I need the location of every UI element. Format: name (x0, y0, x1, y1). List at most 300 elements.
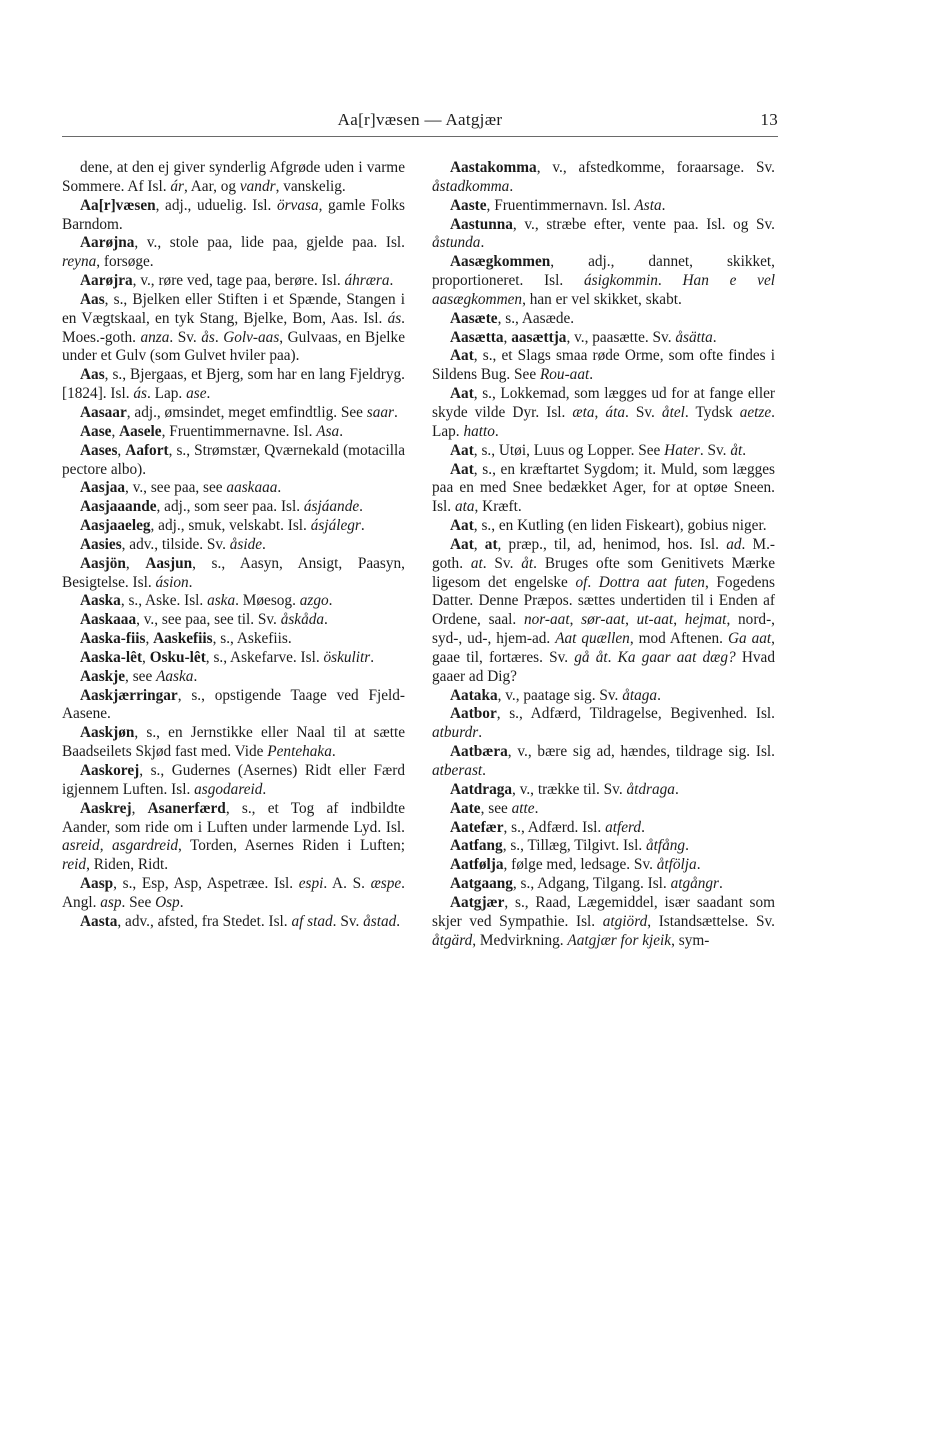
entry-text: . (324, 611, 328, 629)
entry-text: . A. S. (323, 875, 371, 893)
italic-term: aska (207, 592, 236, 610)
entry-text: . (509, 177, 514, 195)
dictionary-entry (432, 536, 775, 687)
italic-term: atgiörd (602, 912, 648, 930)
italic-term: of (575, 573, 588, 591)
italic-term: atgångr (670, 875, 720, 893)
page-header (62, 110, 778, 134)
entry-text: . (262, 780, 267, 798)
dictionary-entry (62, 687, 405, 725)
dictionary-entry (432, 329, 775, 348)
entry-text: , adj., smuk, velskabt. Isl. (150, 517, 311, 535)
italic-term: hatto (463, 422, 495, 440)
entry-text: , (125, 554, 146, 572)
italic-term: ás (387, 309, 402, 327)
entry-text: , nord-, syd-, ud-, hjem-ad. (432, 611, 775, 648)
entry-text: , adj., uduelig. Isl. (155, 196, 277, 214)
entry-text: , s., Adgang, Tilgang. Isl. (512, 875, 671, 893)
entry-text: . (494, 422, 499, 440)
entry-text: . (393, 403, 398, 421)
headword: Aaskjøn (80, 724, 135, 742)
italic-term: ásjálegr (310, 517, 361, 535)
italic-term: åstadkomma (432, 177, 510, 195)
entry-text: . (641, 818, 645, 836)
headword: Aa[r]væsen (80, 196, 156, 214)
entry-text: , s., Aasæde. (497, 309, 575, 327)
dictionary-entry (62, 517, 405, 536)
entry-text: . (277, 479, 282, 497)
entry-text: . See (121, 893, 156, 911)
entry-text: , forsøge. (96, 253, 154, 271)
headword: Aasætta (450, 328, 504, 346)
headword: Aasele (119, 422, 162, 440)
italic-term: åstunda (432, 234, 481, 252)
italic-term: ase (186, 385, 207, 403)
headword: Aatbor (450, 705, 497, 723)
italic-term: atte (511, 799, 535, 817)
headword: Aatfølja (450, 856, 504, 874)
headword: Aafort (125, 441, 169, 459)
entry-text: , (142, 648, 150, 666)
italic-term: atferd (605, 818, 642, 836)
dictionary-entry (432, 461, 775, 518)
headword: Aat (450, 385, 474, 403)
entry-text: , Istandsættelse. Sv. (647, 912, 775, 930)
italic-term: ár (170, 177, 184, 195)
headword: Aaste (450, 196, 487, 214)
italic-term: Ka gaar aat dæg? (617, 648, 736, 666)
entry-text: , s., Esp, Asp, Aspetræe. Isl. (113, 875, 299, 893)
entry-text: , s., en kræftartet Sygdom; it. Muld, som lægges paa en med Snee bedækket Ager, for at optøe Sneen. Isl. (432, 460, 775, 516)
entry-text: , sym- (671, 931, 710, 949)
entry-text: Hvad gaaer ad Dig? (432, 648, 775, 685)
entry-text: , Fogedens Datter. Denne Præpos. sættes undertiden til i Enden af Ordene, saal. (432, 573, 775, 629)
entry-text: , Medvirkning. (472, 931, 568, 949)
entry-text: . (587, 573, 599, 591)
entry-text: , gaae til, fortæres. Sv. (432, 630, 775, 666)
italic-term: vandr (239, 177, 276, 195)
dictionary-entry (432, 442, 775, 461)
entry-text: , (131, 799, 148, 817)
dictionary-entry (62, 479, 405, 498)
entry-text: . (360, 517, 365, 535)
entry-text: . Lap. (147, 385, 187, 403)
entry-text: . (589, 366, 594, 384)
italic-term: åside (229, 535, 263, 553)
italic-term: gå åt (574, 648, 608, 666)
entry-text: . Bruges ofte som Genitivets Mærke ligesom det engelske (432, 554, 775, 591)
running-title: Aa[r]væsen — Aatgjær (337, 110, 503, 129)
dictionary-entry (432, 743, 775, 781)
entry-text: . (206, 385, 211, 403)
italic-term: åskåda (280, 611, 325, 629)
italic-term: sør-aat (581, 611, 626, 629)
italic-term: åtdraga (626, 780, 675, 798)
entry-text: . Sv. (332, 912, 364, 930)
headword: Osku-lêt (149, 648, 206, 666)
entry-text: , s., Raad, Lægemiddel, især saadant som skjer ved Sympathie. Isl. (432, 893, 775, 930)
dictionary-entry (432, 875, 775, 894)
entry-text: . (214, 328, 224, 346)
entry-text: , v., røre ved, tage paa, berøre. Isl. (132, 272, 345, 290)
headword: Aases (80, 441, 118, 459)
italic-term: æspe (370, 875, 402, 893)
entry-text: , (473, 535, 485, 553)
italic-term: anza (140, 328, 170, 346)
entry-text: , v., paatage sig. Sv. (497, 686, 623, 704)
entry-text: , s., Tillæg, Tilgivt. Isl. (502, 837, 646, 855)
italic-term: Osp (155, 893, 180, 911)
entry-text: , (145, 630, 154, 648)
headword: Aatbæra (450, 743, 508, 761)
entry-text: , præp., til, ad, henimod, hos. Isl. (497, 535, 727, 553)
entry-text: . (657, 272, 683, 290)
italic-term: asgardreid (111, 837, 178, 855)
italic-term: asgodareid (194, 780, 263, 798)
headword: Aas (80, 366, 105, 384)
entry-text: . (370, 648, 375, 666)
italic-term: Asa (316, 422, 340, 440)
entry-text: , adv., tilside. Sv. (121, 535, 230, 553)
entry-text: , Aar, og (183, 177, 240, 195)
headword: Aatefær (450, 818, 504, 836)
dictionary-entry (432, 894, 775, 951)
headword: Aaska-fiis (80, 630, 146, 648)
entry-text: , v., see paa, see (125, 479, 227, 497)
italic-term: Ga aat (727, 630, 772, 648)
entry-text: . Møesog. (235, 592, 300, 610)
dictionary-entry (62, 404, 405, 423)
italic-term: Aat quællen (555, 630, 630, 648)
italic-term: åtaga (622, 686, 658, 704)
italic-term: Han e vel aasægkommen (432, 272, 775, 308)
italic-term: åt (521, 554, 534, 572)
headword: Asanerfærd (147, 799, 226, 817)
headword: aasættja (511, 328, 567, 346)
headword: Aasægkommen (450, 253, 551, 271)
entry-text: , han er vel skikket, skabt. (522, 290, 682, 308)
dictionary-entry (432, 800, 775, 819)
entry-text: , see (480, 799, 512, 817)
dictionary-entry (62, 668, 405, 687)
entry-text: . (339, 422, 344, 440)
entry-text: , (503, 328, 512, 346)
italic-term: Hater (664, 441, 700, 459)
entry-text: . (359, 498, 363, 516)
entry-text: , s., Aske. Isl. (120, 592, 208, 610)
dictionary-entry (62, 197, 405, 235)
italic-term: ásjáande (303, 498, 360, 516)
entry-text: . (685, 837, 689, 855)
entry-text: , adj., dannet, skikket, proportioneret. Isl. (432, 253, 775, 290)
entry-text: , Riden, Ridt. (86, 856, 169, 874)
entry-text: . (696, 856, 701, 874)
entry-text: , vanskelig. (275, 177, 346, 195)
headword: Aasies (80, 535, 122, 553)
dictionary-entry (432, 837, 775, 856)
dictionary-entry (62, 536, 405, 555)
headword: Aaskjærringar (80, 686, 178, 704)
dictionary-entry (432, 856, 775, 875)
italic-term: aetze (739, 403, 772, 421)
entry-text: , adj., som seer paa. Isl. (156, 498, 304, 516)
headword: Aasp (80, 875, 114, 893)
headword: Aastakomma (450, 159, 537, 176)
italic-term: atberast (432, 762, 483, 779)
entry-text: , Gulvaas, en Bjelke under et Gulv (som Gulvet hviler paa). (62, 328, 405, 365)
headword: Aasjaa (80, 479, 126, 497)
headword: Aastunna (450, 215, 513, 233)
headword: Aarøjna (80, 234, 135, 252)
dictionary-entry (432, 159, 775, 197)
dictionary-entry (432, 687, 775, 706)
entry-text: . (331, 743, 336, 761)
entry-text: , (625, 611, 637, 629)
entry-text: . Moes.-goth. (62, 309, 405, 346)
dictionary-entry (432, 347, 775, 385)
entry-text: , Torden, Asernes Riden i Luften; (177, 837, 405, 855)
entry-text: , s., et Slags smaa røde Orme, som ofte findes i Sildens Bug. See (432, 347, 775, 384)
headword: Aat (450, 535, 474, 553)
entry-text: . Sv. (482, 554, 522, 572)
entry-text: . (661, 196, 666, 214)
dictionary-entry (432, 197, 775, 216)
italic-term: ásion (155, 573, 189, 591)
entry-text: , s., Gudernes (Asernes) Ridt eller Færd igjennem Luften. Isl. (62, 762, 405, 798)
entry-text: , (99, 837, 112, 855)
entry-text: , v., see paa, see til. Sv. (136, 611, 281, 629)
entry-text: , s., et Tog af indbildte Aander, som ride om i Luften under larmende Lyd. Isl. (62, 799, 405, 836)
entry-text: , (569, 611, 582, 629)
dictionary-entry (62, 724, 405, 762)
italic-term: reid (62, 856, 87, 874)
headword: Aasjön (80, 554, 126, 572)
entry-text: . (396, 912, 401, 930)
italic-term: áta (605, 403, 625, 421)
entry-text: , adv., afsted, fra Stedet. Isl. (117, 912, 292, 930)
italic-term: Golv-aas (223, 328, 280, 346)
italic-term: åstad (363, 912, 397, 930)
right-column (432, 159, 775, 950)
italic-term: af stad (291, 912, 333, 930)
italic-term: ásigkommin (583, 272, 658, 290)
italic-term: reyna (62, 253, 97, 271)
headword: Aasjaaande (80, 498, 157, 516)
headword: Aaskje (80, 667, 126, 685)
entry-text: , Kræft. (474, 498, 522, 516)
headword: Aasjun (145, 554, 193, 572)
dictionary-entry (432, 517, 775, 536)
italic-term: åtfång (645, 837, 686, 855)
dictionary-entry (62, 159, 405, 197)
entry-text: . Sv. (699, 441, 731, 459)
dictionary-entry (62, 875, 405, 913)
entry-text: , gamle Folks Barndom. (62, 196, 405, 233)
entry-text: , s., Bjergaas, et Bjerg, som har en lang Fjeldryg. [1824]. Isl. (62, 366, 405, 403)
headword: Aarøjra (80, 272, 133, 290)
dictionary-entry (62, 611, 405, 630)
dictionary-entry (62, 423, 405, 442)
italic-term: saar (366, 403, 394, 421)
entry-text: , s., Bjelken eller Stiften i et Spænde, Stangen i en Vægtskaal, en tyk Stang, Bjelke, Bom, Aas. Isl. (62, 290, 405, 327)
italic-term: ad (726, 535, 742, 553)
italic-term: espi (298, 875, 324, 893)
entry-text: , Fruentimmernavne. Isl. (161, 422, 317, 440)
entry-text: . Angl. (62, 875, 405, 911)
entry-text: . (534, 799, 539, 817)
dictionary-entry (62, 800, 405, 875)
italic-term: Rou-aat (539, 366, 590, 384)
entry-text: , v., stole paa, lide paa, gjelde paa. Isl. (134, 234, 405, 252)
italic-term: asreid (62, 837, 100, 855)
headword: Aaskaaa (80, 611, 137, 629)
entry-text: . (193, 667, 198, 685)
headword: Aasta (80, 912, 118, 930)
entry-text: , (673, 611, 685, 629)
header-rule (62, 136, 778, 137)
headword: Aatgaang (450, 875, 513, 893)
entry-text: . (188, 573, 193, 591)
headword: at (484, 535, 498, 553)
dictionary-entry (62, 498, 405, 517)
entry-text: . Tydsk (684, 403, 740, 421)
italic-term: nor-aat (523, 611, 570, 629)
italic-term: Aaska (156, 667, 194, 685)
entry-text: , følge med, ledsage. Sv. (503, 856, 657, 874)
entry-text: , s., en Jernstikke eller Naal til at sætte Baadseilets Skjød fast med. Vide (62, 724, 405, 761)
italic-term: azgo (299, 592, 329, 610)
italic-term: Asta (634, 196, 662, 214)
dictionary-entry (62, 366, 405, 404)
entry-text: . (179, 893, 184, 911)
entry-text: . (480, 234, 485, 252)
italic-term: åt (730, 441, 743, 459)
dictionary-entry (432, 310, 775, 329)
page-number: 13 (760, 110, 778, 129)
italic-term: öskulitr (323, 648, 371, 666)
entry-text: , v., stræbe efter, vente paa. Isl. og Sv. (512, 215, 775, 233)
entry-text: . (328, 592, 333, 610)
headword: Aatgjær (450, 893, 505, 911)
dictionary-entry (62, 649, 405, 668)
entry-text: , (111, 422, 120, 440)
entry-text: . Sv. (624, 403, 662, 421)
entry-text: . (719, 875, 723, 893)
headword: Aate (450, 799, 481, 817)
entry-text: , v., paasætte. Sv. (566, 328, 676, 346)
italic-term: åtgärd (432, 931, 473, 949)
dictionary-entry (62, 442, 405, 480)
entry-text: . (742, 441, 747, 459)
dictionary-entry (62, 272, 405, 291)
entry-text: , see (125, 667, 157, 685)
italic-term: åsätta (675, 328, 713, 346)
dictionary-entry (432, 216, 775, 254)
entry-text: , v., afstedkomme, foraarsage. Sv. (536, 159, 775, 176)
italic-term: at (470, 554, 483, 572)
dictionary-entry (62, 913, 405, 932)
italic-term: ut-aat (636, 611, 674, 629)
headword: Aaska-lêt (80, 648, 143, 666)
entry-text: , s., Askefiis. (212, 630, 292, 648)
dictionary-entry (432, 781, 775, 800)
left-column (62, 159, 405, 932)
dictionary-entry (432, 385, 775, 442)
italic-term: atburdr (432, 724, 479, 742)
headword: Aasaar (80, 403, 127, 421)
dictionary-entry (62, 592, 405, 611)
headword: Aataka (450, 686, 498, 704)
dictionary-entry (432, 819, 775, 838)
entry-text: , s., en Kutling (en liden Fiskeart), gobius niger. (473, 517, 767, 535)
entry-text: , v., trække til. Sv. (512, 780, 627, 798)
entry-text: , s., opstigende Taage ved Fjeld-Aasene. (62, 686, 405, 723)
entry-text: . Sv. (169, 328, 202, 346)
dictionary-entry (432, 253, 775, 310)
headword: Aasæte (450, 309, 498, 327)
entry-text: , s., Adfærd, Tildragelse, Begivenhed. Isl. (496, 705, 775, 723)
entry-text: , s., Lokkemad, som lægges ud for at fange eller skyde vilde Dyr. Isl. (432, 385, 775, 421)
italic-term: ata (454, 498, 475, 516)
entry-text: , adj., ømsindet, meget emfindtlig. See (126, 403, 367, 421)
entry-text: , s., Adfærd. Isl. (503, 818, 606, 836)
entry-text: . (262, 535, 266, 553)
headword: Aat (450, 517, 474, 535)
headword: Aaskrej (80, 799, 132, 817)
italic-term: örvasa (276, 196, 319, 214)
headword: Aat (450, 441, 474, 459)
italic-term: ås (201, 328, 215, 346)
entry-text: , s., Askefarve. Isl. (205, 648, 324, 666)
entry-text: . (478, 724, 483, 742)
italic-term: asp (100, 893, 122, 911)
entry-text: , (117, 441, 126, 459)
headword: Aatfang (450, 837, 503, 855)
entry-text: dene, at den ej giver synderlig Afgrøde uden i varme Sommere. Af Isl. (62, 159, 405, 195)
italic-term: hejmat (684, 611, 727, 629)
entry-text: , mod Aftenen. (629, 630, 728, 648)
entry-text: . (389, 272, 394, 290)
entry-text: . M.-goth. (432, 535, 775, 572)
entry-text: , v., bære sig ad, hændes, tildrage sig. Isl. (507, 743, 775, 761)
entry-text: . (674, 780, 679, 798)
entry-text: , s., Strømstær, Qværnekald (motacilla pectore albo). (62, 441, 406, 478)
dictionary-entry (432, 705, 775, 743)
entry-text: . (607, 648, 618, 666)
entry-text: , s., Aasyn, Ansigt, Paasyn, Besigtelse. Isl. (62, 554, 405, 591)
italic-term: æta (572, 403, 595, 421)
headword: Aat (450, 347, 474, 365)
headword: Aas (80, 290, 105, 308)
entry-text: . (482, 762, 486, 779)
dictionary-entry (62, 555, 405, 593)
italic-term: åtfölja (656, 856, 697, 874)
italic-term: Dottra aat futen (598, 573, 705, 591)
entry-text: . Lap. (432, 403, 775, 440)
italic-term: Pentehaka (267, 743, 332, 761)
headword: Aaskorej (80, 762, 140, 779)
italic-term: áhræra (344, 272, 390, 290)
entry-text: . (712, 328, 717, 346)
entry-text: . (657, 686, 661, 704)
headword: Aaska (80, 592, 121, 610)
headword: Aaskefiis (153, 630, 213, 648)
entry-text: , (594, 403, 606, 421)
italic-term: Aatgjær for kjeik (567, 931, 672, 949)
headword: Aat (450, 460, 474, 478)
dictionary-entry (62, 630, 405, 649)
entry-text: , s., Utøi, Luus og Lopper. See (473, 441, 665, 459)
